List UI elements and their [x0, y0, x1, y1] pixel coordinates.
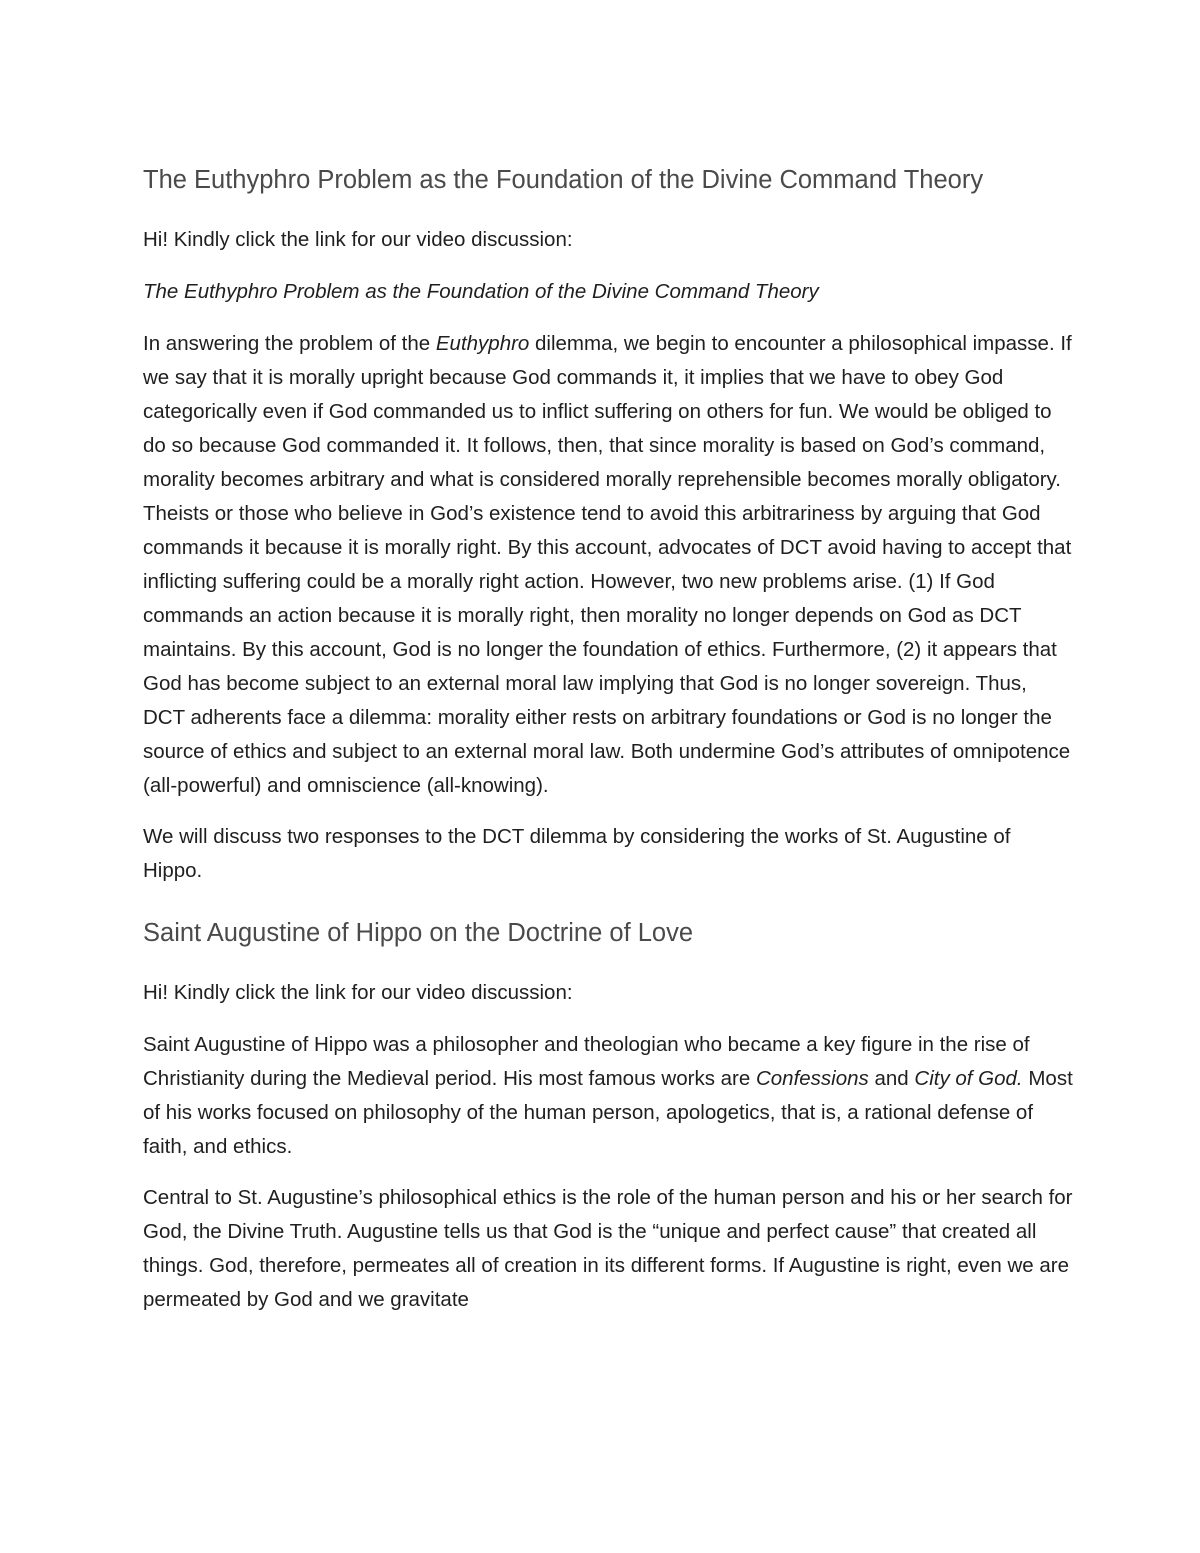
bio-text-1: Saint Augustine of Hippo was a philosopher and theologian who became a key figure in the rise of Christianity during the Medieval period. His most famous works are	[143, 1033, 1030, 1090]
euthyphro-emphasis: Euthyphro	[435, 332, 530, 355]
city-of-god-emphasis: City of God.	[914, 1067, 1023, 1090]
document-page	[143, 160, 1073, 1317]
video-link-intro: Hi! Kindly click the link for our video discussion:	[143, 981, 573, 1004]
paragraph-dilemma-pre: In answering the problem of the	[143, 332, 436, 355]
bio-text-2: and	[868, 1067, 915, 1090]
paragraph-augustine-ethics: Central to St. Augustine’s philosophical ethics is the role of the human person and his or her search for God, the Divine Truth. Augustine tells us that God is the “unique and perfect cause” that created all things. God, therefore, permeates all of creation in its different forms. If Augustine is right, even we are permeated by God and we gravitate	[143, 1186, 1073, 1311]
section-heading-euthyphro: The Euthyphro Problem as the Foundation of the Divine Command Theory	[143, 166, 984, 194]
confessions-emphasis: Confessions	[755, 1067, 869, 1090]
paragraph-responses: We will discuss two responses to the DCT dilemma by considering the works of St. Augustine of Hippo.	[143, 825, 1011, 882]
paragraph-dilemma-post: dilemma, we begin to encounter a philosophical impasse. If we say that it is morally upright because God commands it, it implies that we have to obey God categorically even if God commanded us to inflict suffering on others for fun. We would be obliged to do so because God commanded it. It follows, then, that since morality is based on God’s command, morality becomes arbitrary and what is considered morally reprehensible becomes morally obligatory. Theists or those who believe in God’s existence tend to avoid this arbitrariness by arguing that God commands it because it is morally right. By this account, advocates of DCT avoid having to accept that inflicting suffering could be a morally right action. However, two new problems arise. (1) If God commands an action because it is morally right, then morality no longer depends on God as DCT maintains. By this account, God is no longer the foundation of ethics. Furthermore, (2) it appears that God has become subject to an external moral law implying that God is no longer sovereign. Thus, DCT adherents face a dilemma: morality either rests on arbitrary foundations or God is no longer the source of ethics and subject to an external moral law. Both undermine God’s attributes of omnipotence (all-powerful) and omniscience (all-knowing).	[143, 332, 1072, 797]
paragraph-augustine-bio	[143, 1028, 1073, 1164]
video-link-intro: Hi! Kindly click the link for our video discussion:	[143, 228, 573, 251]
bio-text-3: Most of his works focused on philosophy of the human person, apologetics, that is, a rational defense of faith, and ethics.	[143, 1067, 1073, 1158]
section-heading-augustine: Saint Augustine of Hippo on the Doctrine of Love	[143, 919, 694, 947]
video-title: The Euthyphro Problem as the Foundation of the Divine Command Theory	[143, 280, 819, 303]
paragraph-dilemma	[143, 327, 1073, 803]
